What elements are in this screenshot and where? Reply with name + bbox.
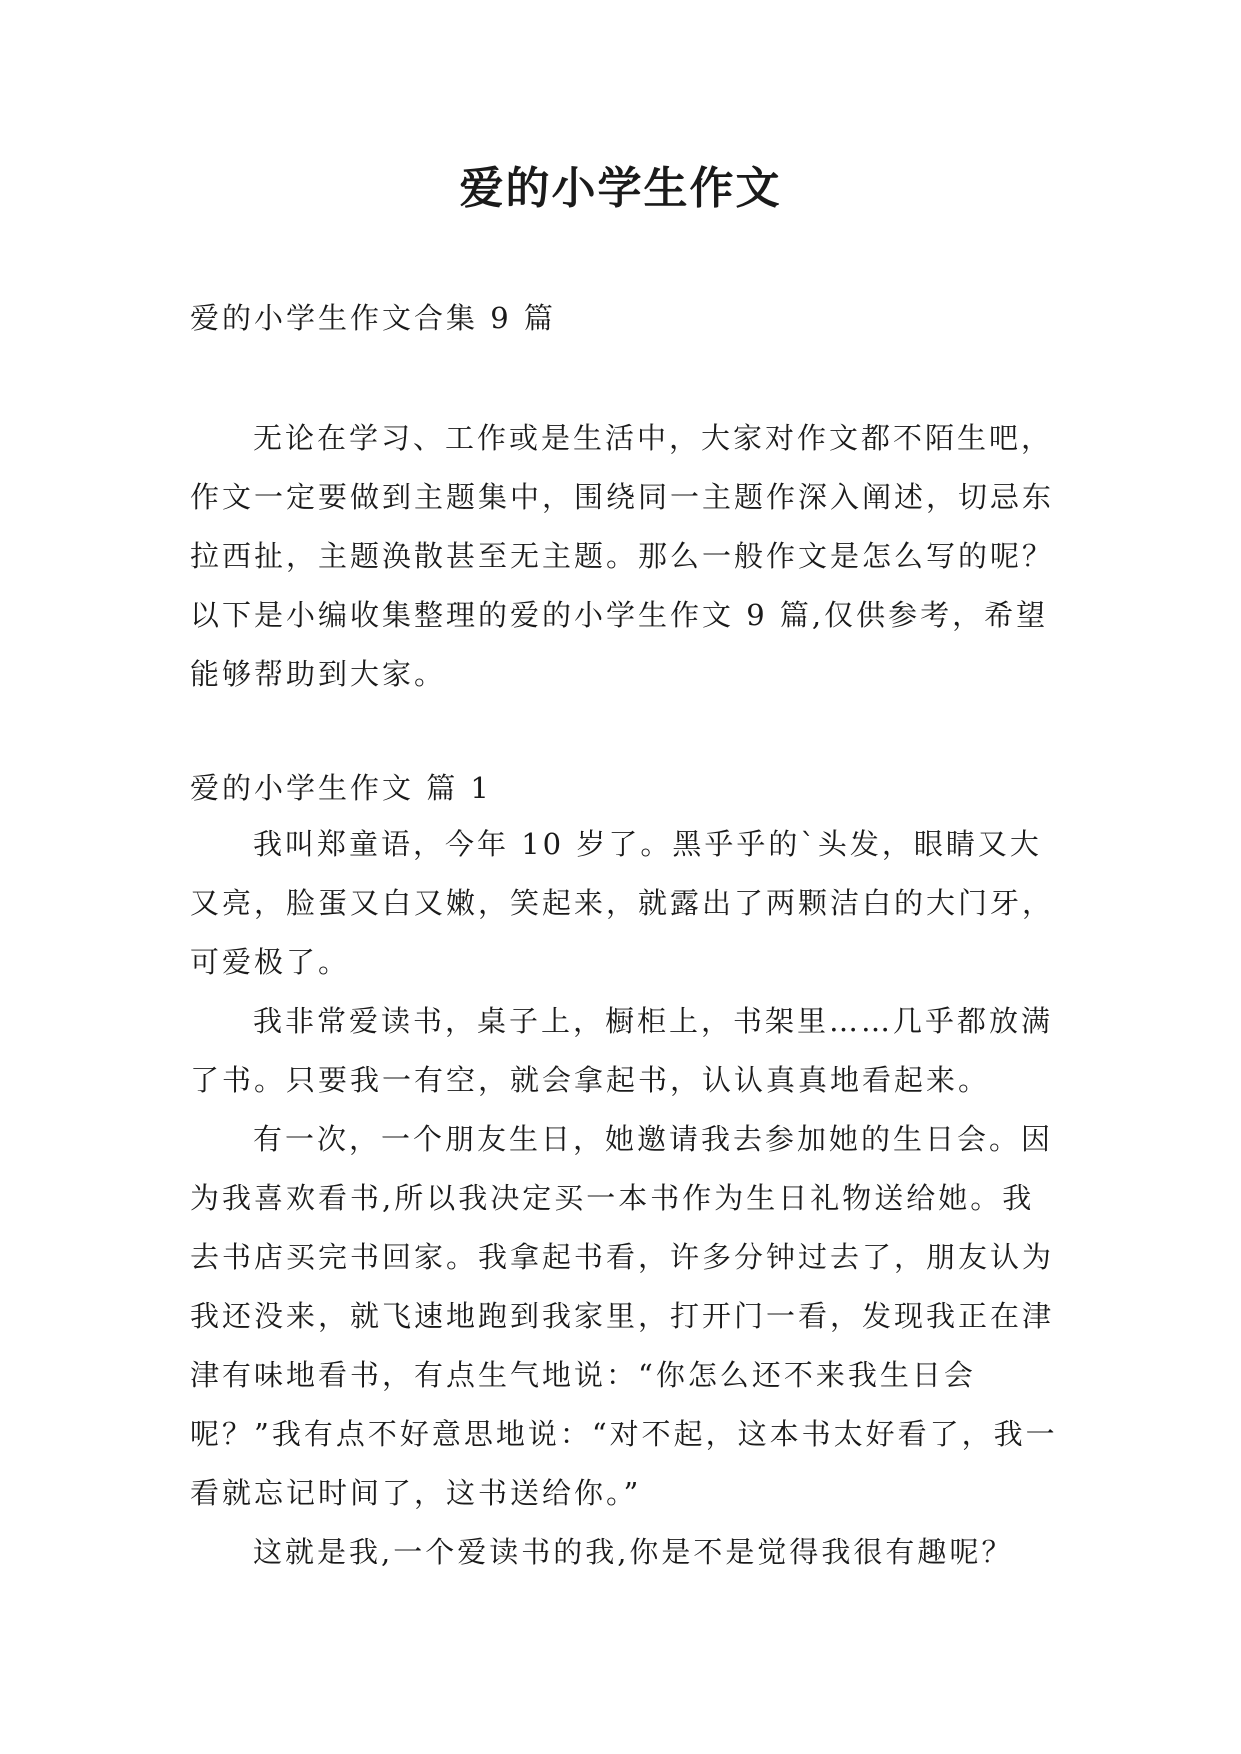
document-title: 爱的小学生作文 bbox=[459, 163, 782, 214]
paragraph: 这就是我,一个爱读书的我,你是不是觉得我很有趣呢？ bbox=[253, 1535, 1014, 1569]
section-heading: 爱的小学生作文 篇 1 bbox=[190, 771, 492, 805]
intro-paragraph: 无论在学习、工作或是生活中，大家对作文都不陌生吧，作文一定要做到主题集中，围绕同一主题作深入阐述，切忌东拉西扯，主题涣散甚至无主题。那么一般作文是怎么写的呢？以下是小编收集整理的爱的小学生作文 9 篇,仅供参考，希望能够帮助到大家。 bbox=[190, 421, 1055, 691]
paragraph: 有一次，一个朋友生日，她邀请我去参加她的生日会。因为我喜欢看书,所以我决定买一本书作为生日礼物送给她。我去书店买完书回家。我拿起书看，许多分钟过去了，朋友认为我还没来，就飞速地跑到我家里，打开门一看，发现我正在津津有味地看书，有点生气地说：“你怎么还不来我生日会呢？”我有点不好意思地说：“对不起，这本书太好看了，我一看就忘记时间了，这书送给你。” bbox=[190, 1122, 1058, 1510]
section-body bbox=[190, 815, 1065, 1582]
paragraph: 我叫郑童语，今年 10 岁了。黑乎乎的`头发，眼睛又大又亮，脸蛋又白又嫩，笑起来，就露出了两颗洁白的大门牙，可爱极了。 bbox=[190, 827, 1055, 979]
document-subtitle: 爱的小学生作文合集 9 篇 bbox=[190, 301, 556, 335]
paragraph: 我非常爱读书，桌子上，橱柜上，书架里……几乎都放满了书。只要我一有空，就会拿起书，认认真真地看起来。 bbox=[190, 1004, 1054, 1097]
